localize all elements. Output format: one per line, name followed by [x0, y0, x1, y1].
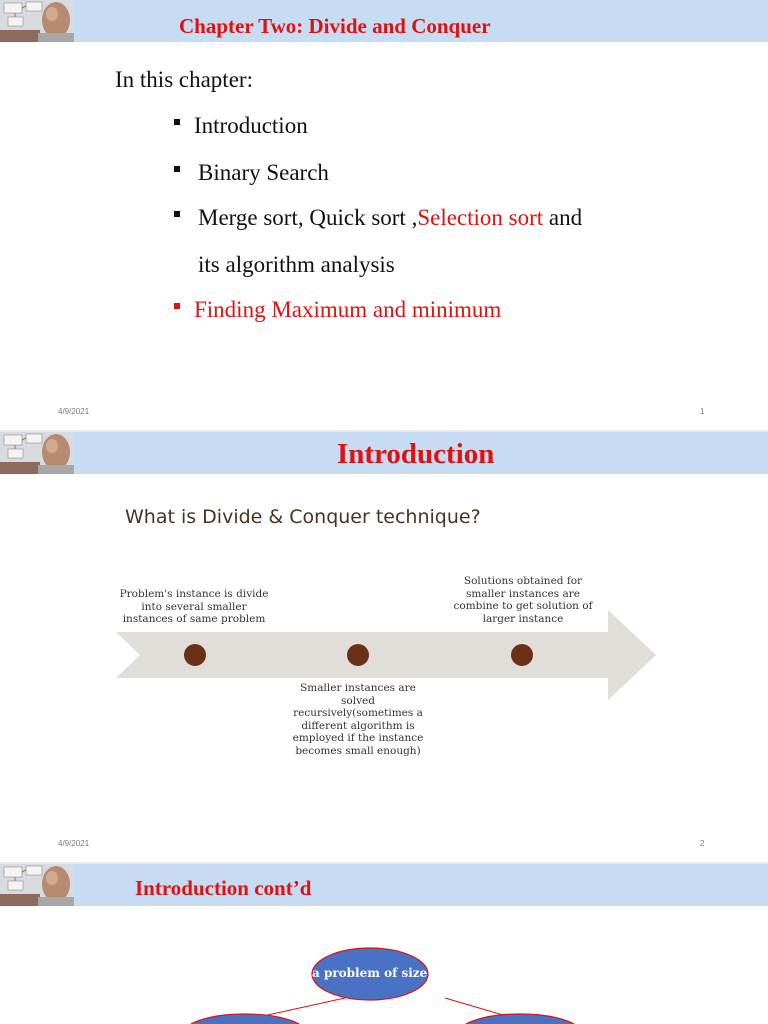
- step-combine-text: Solutions obtained for smaller instances are combine to get solution of larger instance: [453, 575, 593, 625]
- slide-3: [0, 864, 768, 1024]
- step-dot-icon: [347, 644, 369, 666]
- slide-date: 4/9/2021: [58, 839, 90, 848]
- header-thumbnail-icon: [0, 432, 74, 474]
- step-dot-icon: [184, 644, 206, 666]
- tree-root-variable: n: [431, 966, 441, 980]
- tree-root-label: [312, 966, 441, 980]
- bullet-sorting-continuation: its algorithm analysis: [198, 252, 395, 277]
- bullet-square-icon: [174, 166, 180, 172]
- slide-number: 2: [700, 839, 705, 848]
- slide-title: Introduction: [337, 438, 495, 470]
- bullet-sorting-part1: Merge sort, Quick sort ,: [198, 205, 418, 230]
- bullet-max-min: Finding Maximum and minimum: [194, 297, 502, 322]
- slide-header: [0, 0, 768, 42]
- bullet-sorting: [198, 205, 582, 231]
- problem-tree: [0, 864, 768, 1024]
- slide-title: Chapter Two: Divide and Conquer: [179, 14, 491, 38]
- bullet-square-icon: [174, 211, 180, 217]
- slide-header: [0, 432, 768, 474]
- step-divide-text: Problem's instance is divide into several smaller instances of same problem: [119, 588, 269, 625]
- tree-child-node-right: [460, 1014, 580, 1024]
- slide-number: 1: [700, 407, 705, 416]
- bullet-selection-sort: Selection sort: [417, 205, 544, 230]
- step-solve-text: Smaller instances are solved recursively(sometimes a different algorithm is employed if the instance becomes small enough): [292, 682, 424, 757]
- step-dot-icon: [511, 644, 533, 666]
- tree-child-node-left: [185, 1014, 305, 1024]
- slide-title: Introduction cont’d: [135, 876, 312, 900]
- chapter-intro-text: In this chapter:: [115, 67, 253, 92]
- diagram-heading: What is Divide & Conquer technique?: [125, 506, 481, 528]
- header-thumbnail-icon: [0, 0, 74, 42]
- tree-root-text: a problem of size: [312, 966, 432, 980]
- bullet-binary-search: Binary Search: [198, 160, 329, 185]
- slide-1: [0, 0, 768, 430]
- slide-2: [0, 432, 768, 862]
- bullet-square-icon: [174, 119, 180, 125]
- bullet-introduction: Introduction: [194, 113, 308, 138]
- bullet-square-icon: [174, 303, 180, 309]
- bullet-sorting-part2: and: [543, 205, 583, 230]
- slide-date: 4/9/2021: [58, 407, 90, 416]
